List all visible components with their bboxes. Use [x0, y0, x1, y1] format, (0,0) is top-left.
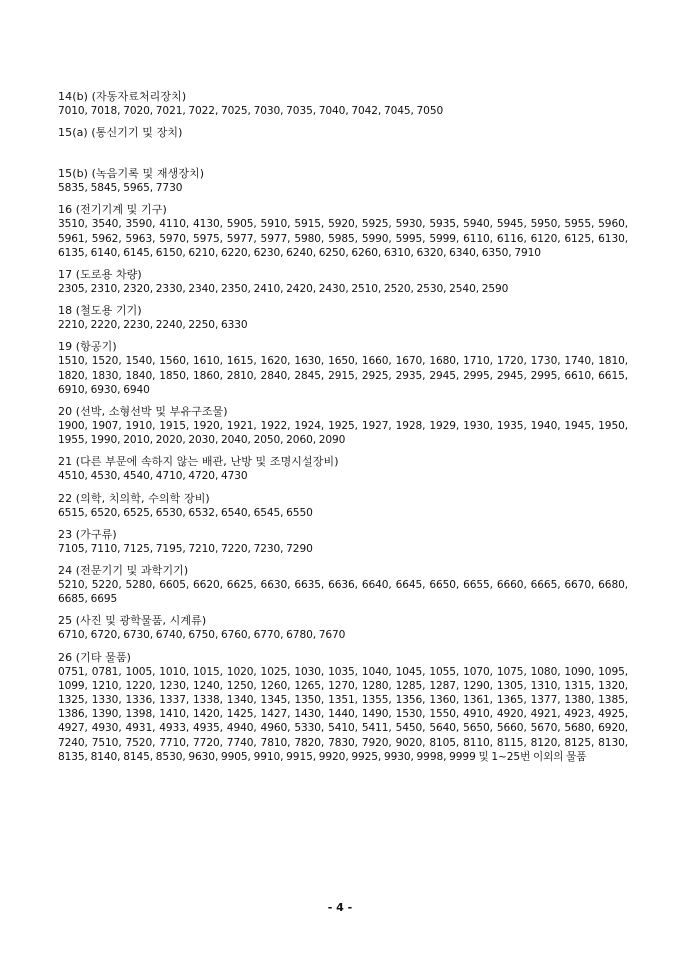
section-heading: 19 (항공기)	[58, 340, 117, 354]
section-16	[58, 202, 628, 260]
section-heading: 21 (다른 부문에 속하지 않는 배관, 난방 및 조명시설장비)	[58, 455, 339, 469]
section-codes: 7105, 7110, 7125, 7195, 7210, 7220, 7230, 7290	[58, 542, 313, 555]
section-heading: 23 (가구류)	[58, 527, 117, 541]
section-21	[58, 454, 628, 483]
section-codes: 2210, 2220, 2230, 2240, 2250, 6330	[58, 319, 248, 332]
section-19	[58, 339, 628, 397]
section-22	[58, 491, 628, 520]
section-25	[58, 613, 628, 642]
section-heading: 14(b) (자동자료처리장치)	[58, 90, 187, 103]
section-heading: 18 (철도용 기기)	[58, 304, 142, 318]
section-20	[58, 404, 628, 447]
section-codes: 6710, 6720, 6730, 6740, 6750, 6760, 6770, 6780, 7670	[58, 629, 346, 642]
section-heading: 15(a) (통신기기 및 장치)	[58, 126, 183, 140]
section-15b	[58, 166, 628, 195]
section-heading: 24 (전문기기 및 과학기기)	[58, 564, 189, 578]
section-26	[58, 650, 628, 764]
section-codes: 7010, 7018, 7020, 7021, 7022, 7025, 7030, 7035, 7040, 7042, 7045, 7050	[58, 105, 444, 117]
section-heading: 20 (선박, 소형선박 및 부유구조물)	[58, 405, 228, 419]
section-codes: 4510, 4530, 4540, 4710, 4720, 4730	[58, 470, 248, 483]
section-codes: 3510, 3540, 3590, 4110, 4130, 5905, 5910, 5915, 5920, 5925, 5930, 5935, 5940, 5945, 5950, 5955, 5960, 5961, 5962, 5963, 5970, 5975, 5977, 5977, 5980, 5985, 5990, 5995, 5999, 6110, 6116, 6120, 6125, 6130, 6135, 6140, 6145, 6150, 6210, 6220, 6230, 6240, 6250, 6260, 6310, 6320, 6340, 6350, 7910	[58, 218, 628, 259]
section-codes: 5835, 5845, 5965, 7730	[58, 182, 183, 195]
section-codes: 1900, 1907, 1910, 1915, 1920, 1921, 1922, 1924, 1925, 1927, 1928, 1929, 1930, 1935, 1940, 1945, 1950, 1955, 1990, 2010, 2020, 2030, 2040, 2050, 2060, 2090	[58, 420, 628, 447]
section-24	[58, 563, 628, 606]
section-heading: 26 (기타 물품)	[58, 650, 132, 664]
section-15a	[58, 125, 628, 140]
page-number: - 4 -	[327, 901, 353, 914]
section-codes: 0751, 0781, 1005, 1010, 1015, 1020, 1025, 1030, 1035, 1040, 1045, 1055, 1070, 1075, 1080, 1090, 1095, 1099, 1210, 1220, 1230, 1240, 1250, 1260, 1265, 1270, 1280, 1285, 1287, 1290, 1305, 1310, 1315, 1320, 1325, 1330, 1336, 1337, 1338, 1340, 1345, 1350, 1351, 1355, 1356, 1360, 1361, 1365, 1377, 1380, 1385, 1386, 1390, 1398, 1410, 1420, 1425, 1427, 1430, 1440, 1490, 1530, 1550, 4910, 4920, 4921, 4923, 4925, 4927, 4930, 4931, 4933, 4935, 4940, 4960, 5330, 5410, 5411, 5450, 5640, 5650, 5660, 5670, 5680, 6920, 7240, 7510, 7520, 7710, 7720, 7740, 7810, 7820, 7830, 7920, 9020, 8105, 8110, 8115, 8120, 8125, 8130, 8135, 8140, 8145, 8530, 9630, 9905, 9910, 9915, 9920, 9925, 9930, 9998, 9999 및 1~25번 이외의 물품	[58, 665, 628, 763]
section-heading: 25 (사진 및 광학물품, 시계류)	[58, 614, 207, 628]
section-18	[58, 303, 628, 332]
section-codes: 2305, 2310, 2320, 2330, 2340, 2350, 2410, 2420, 2430, 2510, 2520, 2530, 2540, 2590	[58, 283, 509, 296]
section-heading: 17 (도로용 차량)	[58, 268, 142, 282]
section-heading: 15(b) (녹음기록 및 재생장치)	[58, 167, 205, 181]
section-codes: 1510, 1520, 1540, 1560, 1610, 1615, 1620, 1630, 1650, 1660, 1670, 1680, 1710, 1720, 1730, 1740, 1810, 1820, 1830, 1840, 1850, 1860, 2810, 2840, 2845, 2915, 2925, 2935, 2945, 2995, 2945, 2995, 6610, 6615, 6910, 6930, 6940	[58, 355, 628, 396]
section-14b	[58, 89, 628, 118]
section-codes: 6515, 6520, 6525, 6530, 6532, 6540, 6545, 6550	[58, 506, 313, 519]
document-body	[58, 89, 628, 771]
section-heading: 22 (의학, 치의학, 수의학 장비)	[58, 491, 210, 505]
section-17	[58, 267, 628, 296]
section-23	[58, 527, 628, 556]
section-codes: 5210, 5220, 5280, 6605, 6620, 6625, 6630, 6635, 6636, 6640, 6645, 6650, 6655, 6660, 6665, 6670, 6680, 6685, 6695	[58, 579, 628, 606]
section-heading: 16 (전기기계 및 기구)	[58, 203, 167, 217]
